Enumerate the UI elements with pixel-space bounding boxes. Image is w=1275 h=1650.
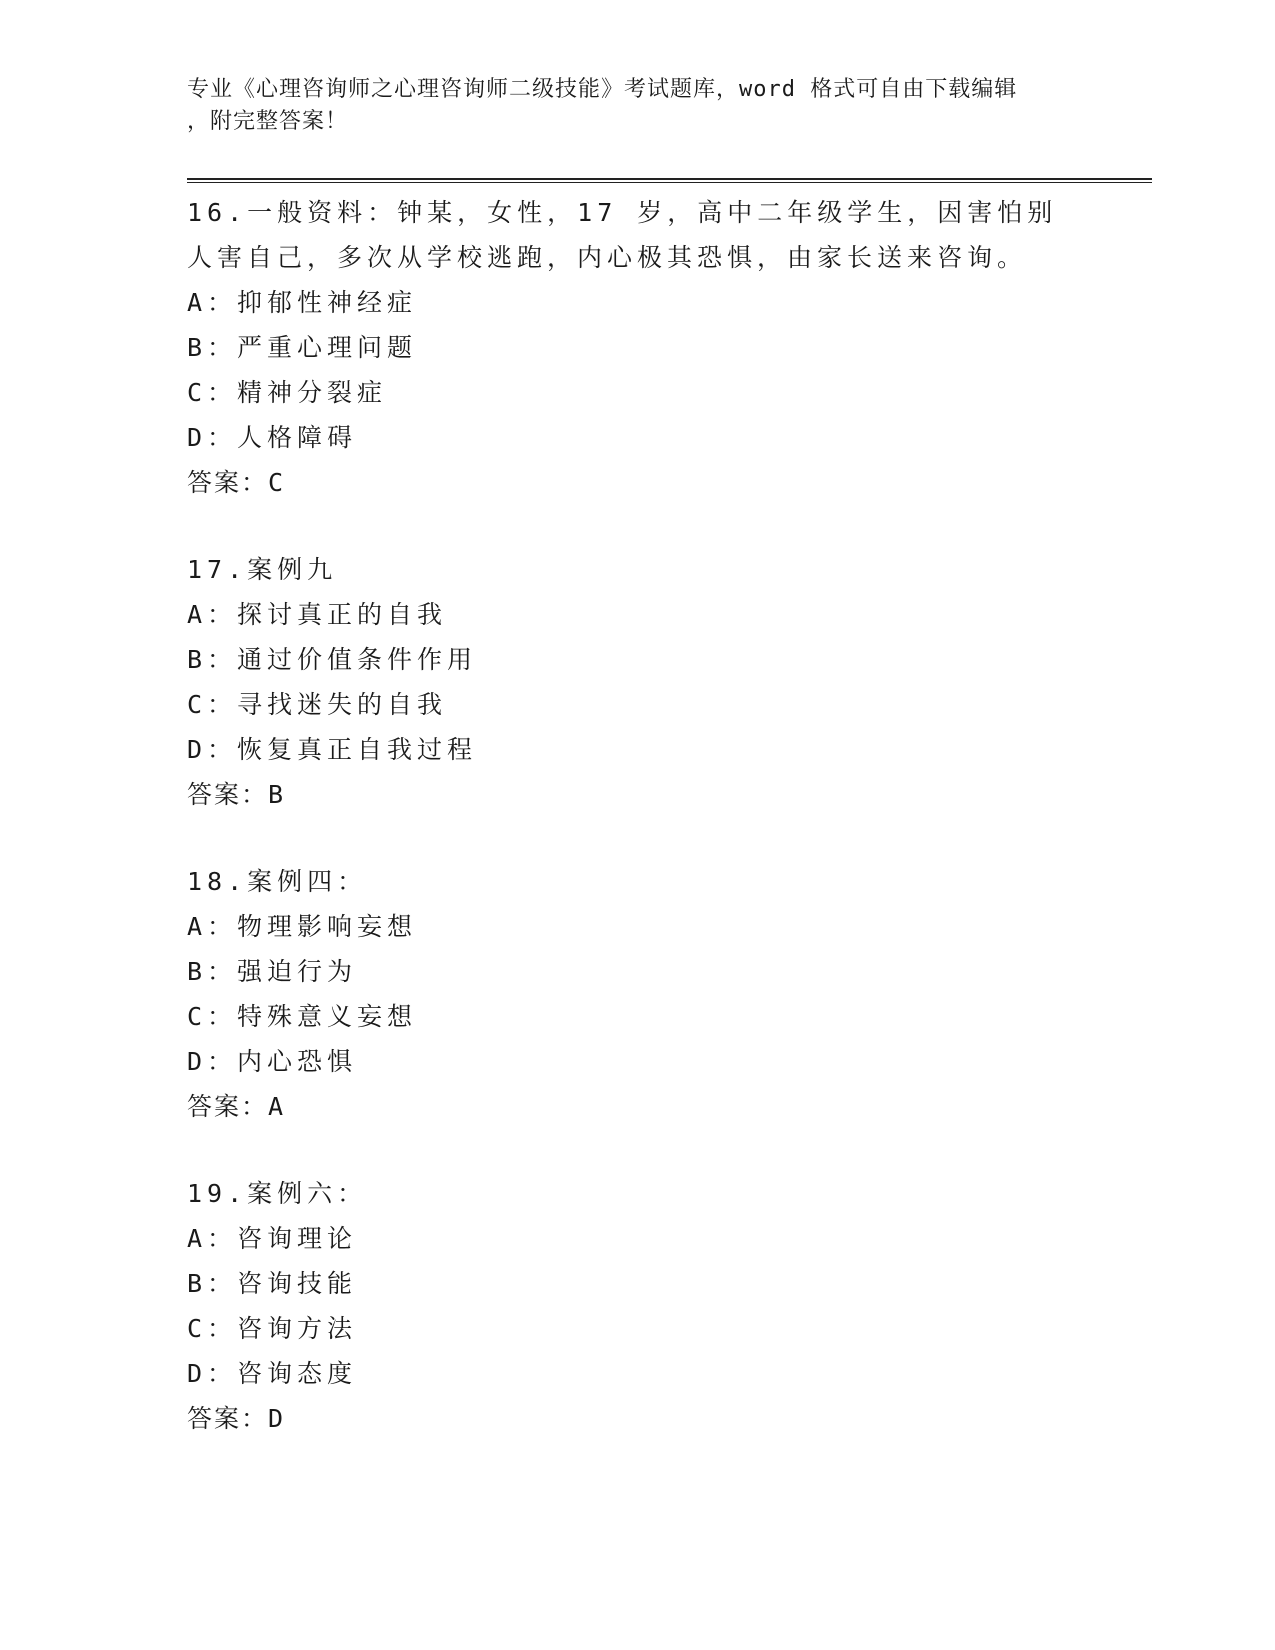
- answer-value: D: [268, 1404, 286, 1433]
- option-d: D：人格障碍: [187, 423, 358, 452]
- answer-label: 答案：: [187, 468, 269, 497]
- question-stem: 17.案例九: [187, 555, 338, 584]
- answer-line: [187, 460, 1087, 505]
- header-title-line: 专业《心理咨询师之心理咨询师二级技能》考试题库，word 格式可自由下载编辑: [187, 77, 1018, 102]
- question-stem: 18.案例四：: [187, 867, 368, 896]
- option-a: A：咨询理论: [187, 1224, 358, 1253]
- option-a: A：探讨真正的自我: [187, 600, 448, 629]
- option-b: B：咨询技能: [187, 1269, 358, 1298]
- option-c: C：寻找迷失的自我: [187, 690, 448, 719]
- option-b: B：通过价值条件作用: [187, 645, 478, 674]
- answer-label: 答案：: [187, 1404, 269, 1433]
- question-17: [187, 547, 1087, 817]
- question-19: [187, 1171, 1087, 1441]
- answer-line: [187, 772, 1087, 817]
- answer-label: 答案：: [187, 1092, 269, 1121]
- document-header: [187, 74, 1087, 138]
- question-stem: 16.一般资料：钟某，女性，17 岁，高中二年级学生，因害怕别人害自己，多次从学校逃跑，内心极其恐惧，由家长送来咨询。: [187, 198, 1058, 272]
- option-b: B：严重心理问题: [187, 333, 418, 362]
- option-c: C：咨询方法: [187, 1314, 358, 1343]
- answer-line: [187, 1396, 1087, 1441]
- answer-label: 答案：: [187, 780, 269, 809]
- answer-value: B: [268, 780, 286, 809]
- option-d: D：恢复真正自我过程: [187, 735, 478, 764]
- header-divider: [187, 178, 1152, 183]
- question-16: [187, 190, 1087, 505]
- answer-value: A: [268, 1092, 286, 1121]
- option-d: D：内心恐惧: [187, 1047, 358, 1076]
- option-d: D：咨询态度: [187, 1359, 358, 1388]
- option-a: A：物理影响妄想: [187, 912, 418, 941]
- option-c: C：精神分裂症: [187, 378, 388, 407]
- answer-value: C: [268, 468, 286, 497]
- question-stem: 19.案例六：: [187, 1179, 368, 1208]
- option-b: B：强迫行为: [187, 957, 358, 986]
- answer-line: [187, 1084, 1087, 1129]
- option-a: A：抑郁性神经症: [187, 288, 418, 317]
- question-18: [187, 859, 1087, 1129]
- option-c: C：特殊意义妄想: [187, 1002, 418, 1031]
- header-title-continuation: ，附完整答案！: [187, 109, 349, 134]
- question-list: [187, 190, 1087, 1483]
